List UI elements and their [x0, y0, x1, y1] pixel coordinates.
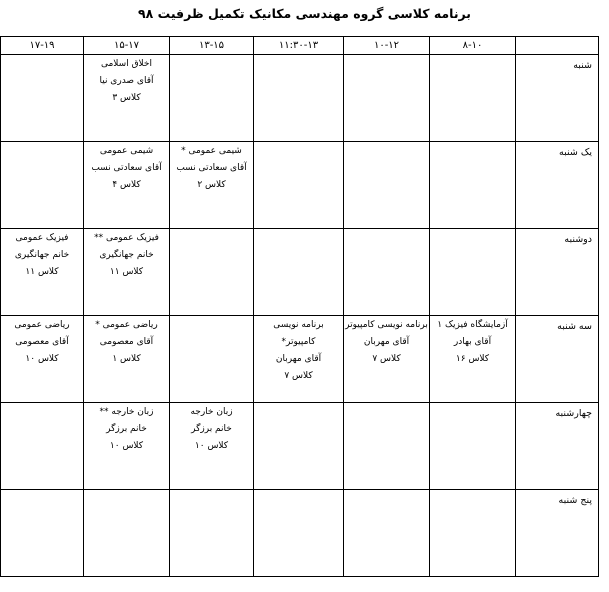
class-info-line: خانم جهانگیری [14, 250, 70, 260]
empty-cell [254, 229, 344, 316]
day-label: چهارشنبه [516, 403, 599, 490]
header-time-slot: ۸-۱۰ [430, 37, 516, 55]
class-info-line: آزمایشگاه فیزیک ۱ [437, 320, 508, 330]
class-cell [170, 142, 254, 229]
schedule-row [1, 316, 599, 403]
class-info-line: برنامه نویسی [273, 320, 324, 330]
class-info-line: شیمی عمومی [99, 146, 154, 156]
empty-cell [1, 403, 84, 490]
schedule-row [1, 229, 599, 316]
class-info-line: زبان خارجه ** [99, 407, 154, 417]
empty-cell [1, 55, 84, 142]
class-cell [430, 316, 516, 403]
day-label: یک شنبه [516, 142, 599, 229]
class-info-line: کلاس ۱ [112, 354, 141, 364]
empty-cell [254, 403, 344, 490]
empty-cell [430, 142, 516, 229]
class-cell [84, 55, 170, 142]
class-cell [84, 316, 170, 403]
schedule-table [0, 36, 599, 577]
class-cell [1, 229, 84, 316]
class-info-line: فیزیک عمومی ** [94, 233, 159, 243]
empty-cell [170, 316, 254, 403]
class-cell [254, 316, 344, 403]
day-label: پنج شنبه [516, 490, 599, 577]
empty-cell [170, 55, 254, 142]
header-time-slot: ۱۰-۱۲ [344, 37, 430, 55]
class-info-line: کلاس ۱۰ [25, 354, 59, 364]
class-info-line: کلاس ۱۶ [455, 354, 490, 364]
header-time-slot: ۱۷-۱۹ [1, 37, 84, 55]
class-info-line: کلاس ۲ [197, 180, 226, 190]
empty-cell [170, 490, 254, 577]
class-cell [84, 142, 170, 229]
empty-cell [1, 490, 84, 577]
empty-cell [430, 55, 516, 142]
class-info-line: آقای معصومی [15, 337, 69, 347]
class-info-line: کامپیوتر* [281, 337, 316, 347]
class-cell [170, 403, 254, 490]
class-cell [84, 229, 170, 316]
day-label: شنبه [516, 55, 599, 142]
empty-cell [430, 229, 516, 316]
class-cell [1, 316, 84, 403]
empty-cell [344, 490, 430, 577]
class-cell [344, 316, 430, 403]
class-info-line: کلاس ۱۰ [194, 441, 229, 451]
header-day-column [516, 37, 599, 55]
header-row [1, 37, 599, 55]
class-info-line: کلاس ۱۱ [109, 267, 144, 277]
empty-cell [84, 490, 170, 577]
empty-cell [254, 142, 344, 229]
schedule-row [1, 142, 599, 229]
header-time-slot: ۱۳-۱۵ [170, 37, 254, 55]
class-info-line: کلاس ۳ [112, 93, 141, 103]
schedule-row [1, 403, 599, 490]
class-info-line: کلاس ۱۱ [25, 267, 59, 277]
header-time-slot: ۱۵-۱۷ [84, 37, 170, 55]
empty-cell [430, 403, 516, 490]
class-info-line: آقای بهادر [453, 337, 492, 347]
class-info-line: آقای مهربان [363, 337, 410, 347]
schedule-row [1, 55, 599, 142]
class-info-line: زبان خارجه [190, 407, 233, 417]
empty-cell [254, 490, 344, 577]
empty-cell [430, 490, 516, 577]
empty-cell [344, 142, 430, 229]
class-info-line: آقای صدری نیا [99, 76, 154, 86]
empty-cell [254, 55, 344, 142]
class-info-line: فیزیک عمومی [15, 233, 69, 243]
class-info-line: کلاس ۴ [112, 180, 141, 190]
class-info-line: کلاس ۷ [284, 371, 313, 381]
page-title: برنامه کلاسی گروه مهندسی مکانیک تکمیل ظرفیت ۹۸ [137, 6, 472, 21]
class-info-line: ریاضی عمومی * [95, 320, 158, 330]
class-info-line: آقای معصومی [99, 337, 154, 347]
class-info-line: آقای مهربان [275, 354, 322, 364]
empty-cell [344, 229, 430, 316]
class-info-line: شیمی عمومی * [181, 146, 242, 156]
class-info-line: آقای سعادتی نسب [176, 163, 247, 173]
class-info-line: برنامه نویسی کامپیوتر [345, 320, 428, 330]
class-info-line: ریاضی عمومی [14, 320, 70, 330]
day-label: دوشنبه [516, 229, 599, 316]
empty-cell [170, 229, 254, 316]
class-info-line: خانم برزگر [106, 424, 147, 434]
class-info-line: کلاس ۱۰ [109, 441, 144, 451]
class-info-line: خانم برزگر [191, 424, 232, 434]
empty-cell [1, 142, 84, 229]
schedule-row [1, 490, 599, 577]
empty-cell [344, 403, 430, 490]
class-info-line: آقای سعادتی نسب [91, 163, 162, 173]
class-info-line: خانم جهانگیری [99, 250, 154, 260]
class-cell [84, 403, 170, 490]
class-info-line: کلاس ۷ [372, 354, 401, 364]
empty-cell [344, 55, 430, 142]
day-label: سه شنبه [516, 316, 599, 403]
class-info-line: اخلاق اسلامی [100, 59, 152, 69]
header-time-slot: ۱۱:۳۰-۱۳ [254, 37, 344, 55]
